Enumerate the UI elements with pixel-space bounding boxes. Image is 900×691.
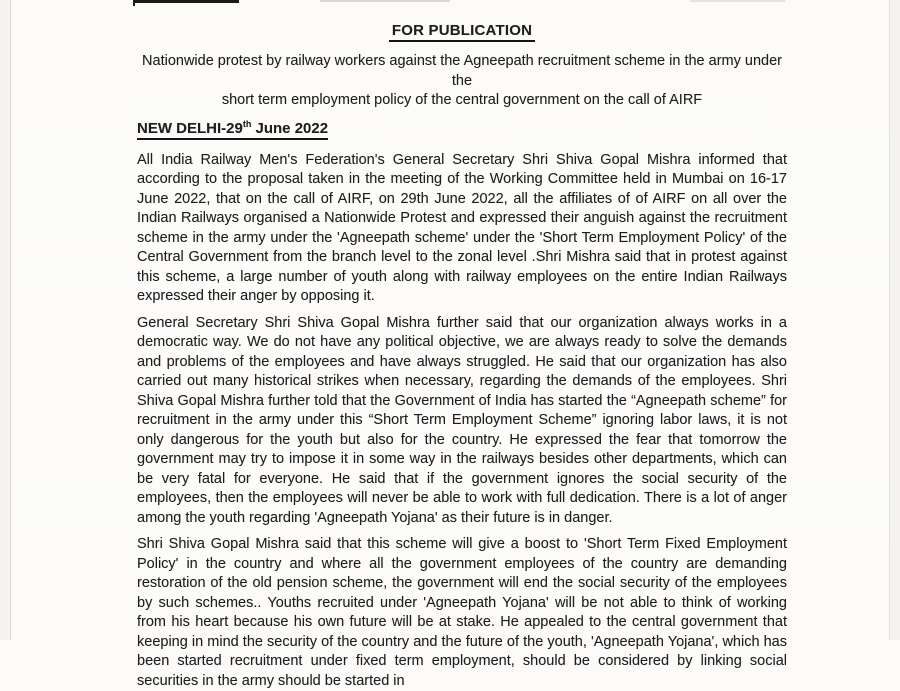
dateline-ordinal-superscript: th — [243, 119, 252, 129]
publication-heading: FOR PUBLICATION — [389, 22, 535, 42]
paragraph-1: All India Railway Men's Federation's General Secretary Shri Shiva Gopal Mishra informed that according to the proposal taken in the meeting of the Working Committee held in Mumbai on 16-17 June 2022, that on the call of AIRF, on 29th June 2022, all the affiliates of of AIRF on all over the Indian Railways organised a Nationwide Protest and expressed their anguish against the recruitment scheme in the army under the 'Agneepath scheme' under the 'Short Term Employment Policy' of the Central Government from the branch level to the zonal level .Shri Mishra said that in protest against this scheme, a large number of youth along with railway employees on the entire Indian Railways expressed their anger by opposing it. — [137, 151, 787, 307]
dateline-suffix: June 2022 — [251, 120, 328, 137]
paragraph-3: Shri Shiva Gopal Mishra said that this scheme will give a boost to 'Short Term Fixed Employment Policy' in the country and where all the government employees of the country are demanding restoration of the old pension scheme, the government will end the social security of the employees by such schemes.. Youths recruited under 'Agneepath Yojana' will be not able to think of working from his heart because his own future will be at stake. He appealed to the central government that keeping in mind the security of the country and the future of the youth, 'Agneepath Yojana', which has been started recruitment under fixed term employment, should be considered by linking social securities in the army should be started in — [137, 535, 787, 691]
document-subtitle — [137, 52, 787, 111]
letterhead-underline-tick — [133, 0, 135, 6]
page-right-edge-shade — [890, 0, 900, 640]
page-left-edge-shade — [0, 0, 10, 640]
page-left-edge-line — [10, 0, 11, 640]
document-content — [137, 0, 787, 691]
dateline-row — [137, 120, 787, 140]
subtitle-line-1: Nationwide protest by railway workers against the Agneepath recruitment scheme in the army under the — [137, 52, 787, 91]
dateline-prefix: NEW DELHI-29 — [137, 120, 243, 137]
dateline — [137, 120, 328, 140]
publication-heading-row — [137, 22, 787, 42]
article-body — [137, 151, 787, 691]
paragraph-2: General Secretary Shri Shiva Gopal Mishra further said that our organization always works in a democratic way. We do not have any political objective, we are always ready to solve the demands and problems of the employees and have always struggled. He said that our organization has also carried out many historical strikes when necessary, regarding the demands of the employees. Shri Shiva Gopal Mishra further told that the Government of India has started the “Agneepath scheme” for recruitment in the army under this “Short Term Employment Scheme” ignoring labor laws, it is not only dangerous for the youth but also for the country. He expressed the fear that tomorrow the government may try to impose it in some way in the railways besides other departments, which can be very fatal for everyone. He said that if the government ignores the social security of the employees, then the employees will never be able to work with full dedication. There is a lot of anger among the youth regarding 'Agneepath Yojana' as their future is in danger. — [137, 314, 787, 529]
subtitle-line-2: short term employment policy of the central government on the call of AIRF — [137, 91, 787, 111]
